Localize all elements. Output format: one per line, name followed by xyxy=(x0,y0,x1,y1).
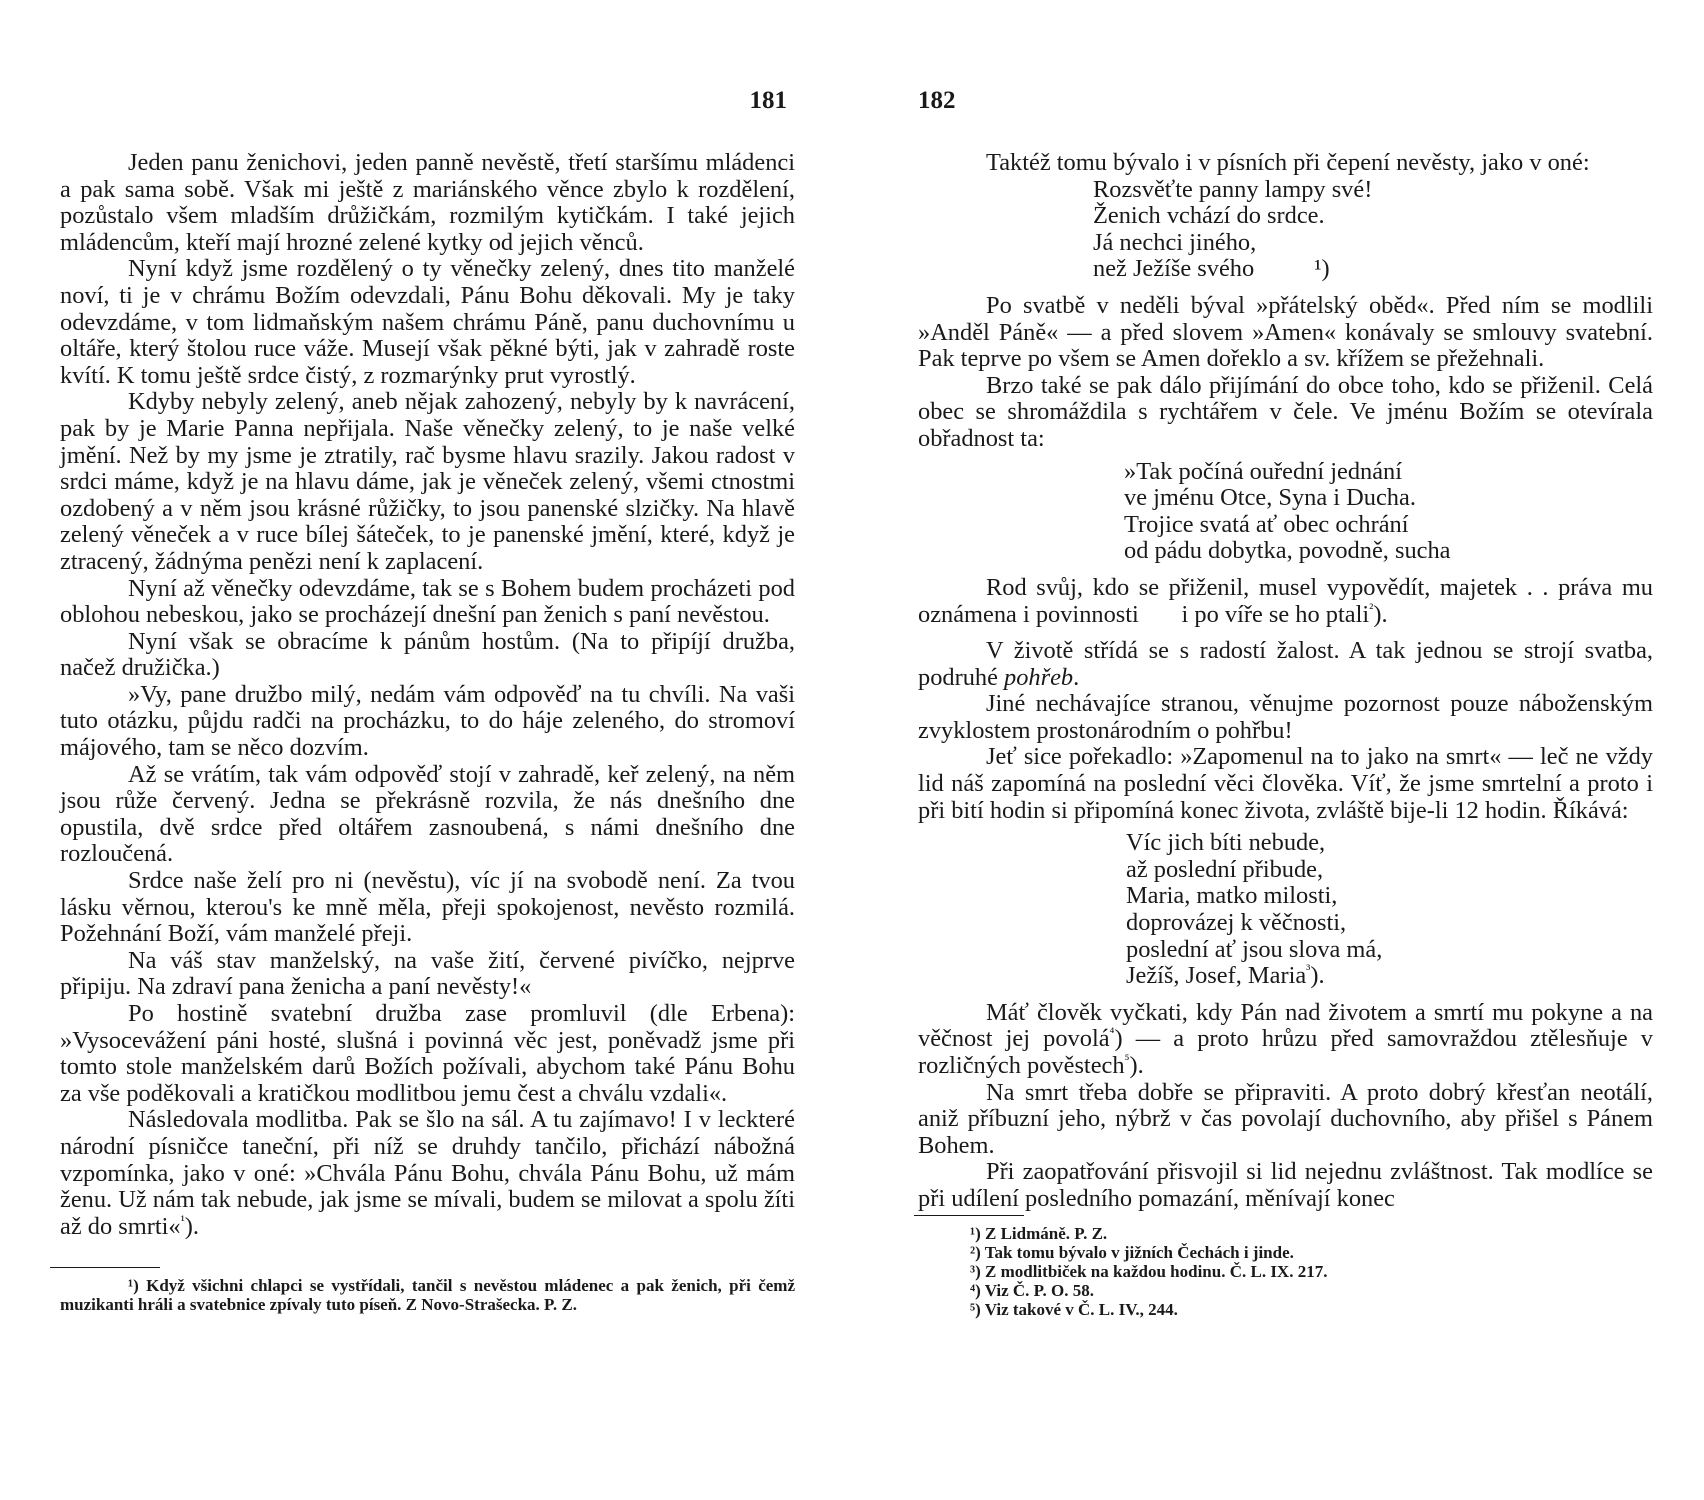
verse-line xyxy=(1093,256,1653,283)
footnote-reference: ² xyxy=(1369,601,1374,617)
footnote-marker: ¹) xyxy=(128,1276,139,1295)
prayer-verse xyxy=(1126,830,1653,990)
paragraph-text-end: ). xyxy=(184,1212,200,1240)
paragraph-text-end: ). xyxy=(1129,1052,1144,1079)
footnote: ³) Z modlitbiček na každou hodinu. Č. L. IX. 217. xyxy=(970,1262,1328,1281)
paragraph: Na smrt třeba dobře se připraviti. A proto dobrý křesťan neotálí, aniž příbuzní jeho, nýbrž v čas povolají duchovního, aby přišel s Pánem Bohem. xyxy=(918,1078,1653,1159)
paragraph xyxy=(918,638,1653,691)
verse-line-text: než Ježíše svého xyxy=(1093,255,1255,283)
paragraph-text: Rod svůj, kdo se přiženil, musel vypovědít, majetek . . práva mu oznámena i povinnosti i po víře se ho ptali xyxy=(918,573,1660,628)
page-number: 182 xyxy=(918,87,956,114)
paragraph: Na váš stav manželský, na vaše žití, červené pivíčko, nejprve připiju. Na zdraví pana ženicha a paní nevěsty!« xyxy=(60,946,795,1001)
paragraph: Až se vrátím, tak vám odpověď stojí v zahradě, keř zelený, na něm jsou růže červený. Jedna se překrásně rozvila, že nás dnešního dne opustila, dvě srdce před oltářem zasnoubená, s námi dnešního dne rozloučená. xyxy=(60,760,795,868)
footnote: ¹) Z Lidmáně. P. Z. xyxy=(970,1224,1108,1243)
paragraph: Nyní když jsme rozdělený o ty věnečky zelený, dnes tito manželé noví, ti je v chrámu Božím odevzdali, Pánu Bohu děkovali. My je taky odevzdáme, v tom lidmaňským našem chrámu Páně, panu duchovnímu u oltáře, který štolou ruce váže. Musejí však pěkné býti, jak v zahradě roste kvítí. K tomu ještě srdce čistý, z rozmarýnky prut vyrostlý. xyxy=(60,255,795,389)
verse-line-end: ). xyxy=(1310,962,1325,990)
paragraph: Nyní však se obracíme k pánům hostům. (Na to připíjí družba, načež družička.) xyxy=(60,627,795,682)
footnote: ⁵) Viz takové v Č. L. IV., 244. xyxy=(970,1300,1178,1319)
paragraph: Jeden panu ženichovi, jeden panně nevěstě, třetí staršímu mládenci a pak sama sobě. Však mi ještě z mariánského věnce zbylo k rozdělení, pozůstalo všem mladším drůžičkám, rozmilým kytičkám. I také jejich mládencům, kteří mají hrozné zelené kytky od jejich věnců. xyxy=(60,149,795,256)
paragraph: Jeť sice pořekadlo: »Zapomenul na to jako na smrt« — leč ne vždy lid náš zapomíná na poslední věci člověka. Víť, že jsme smrtelní a proto i při bití hodin si připomíná konec života, zvláště bije-li 12 hodin. Říkává: xyxy=(918,743,1653,824)
verse-line: Rozsvěťte panny lampy své! xyxy=(1093,175,1373,203)
paragraph: Po svatbě v neděli býval »přátelský oběd«. Před ním se modlili »Anděl Páně« — a před slovem »Amen« konávaly se smlouvy svatební. Pak teprve po všem se Amen dořeklo a sv. křížem se přežehnali. xyxy=(918,291,1653,373)
paragraph xyxy=(60,1107,795,1240)
paragraph: Při zaopatřování přisvojil si lid nejednu zvláštnost. Tak modlíce se při udílení posledního pomazání, měnívají konec xyxy=(918,1158,1653,1212)
verse-line: ve jménu Otce, Syna i Ducha. xyxy=(1124,484,1416,512)
paragraph-text: ) — a proto hrůzu před samovraždou ztělesňuje v rozličných pověstech xyxy=(918,1025,1653,1079)
paragraph: Kdyby nebyly zelený, aneb nějak zahozený, nebyly by k navrácení, pak by je Marie Panna nepřijala. Naše věnečky zelený, to je naše velké jmění. Než by my jsme je ztratily, rač bysme hlavu srazily. Jakou radost v srdci máme, když je na hlavu dáme, jak je věneček zelený, všemi ctnostmi ozdobený a v něm jsou krásné růžičky, to jsou panenské slzičky. Na hlavě zelený věneček a v ruce bílej šáteček, to je panenské jmění, které, když je ztracený, žádnýma penězi není k zaplacení. xyxy=(60,388,795,575)
paragraph: Jiné nechávajíce stranou, věnujme pozornost pouze náboženským zvyklostem prostonárodním o pohřbu! xyxy=(918,690,1653,744)
right-page xyxy=(918,0,1660,1500)
verse-line: »Tak počíná ouřední jednání xyxy=(1124,457,1403,485)
footnote-reference: ⁵ xyxy=(1124,1052,1130,1068)
paragraph: Brzo také se pak dálo přijímání do obce toho, kdo se přiženil. Celá obec se shromáždila s rychtářem v čele. Ve jménu Božím se otevírala obřadnost ta: xyxy=(918,371,1653,452)
song-verse xyxy=(1093,177,1653,283)
footnote: ⁴) Viz Č. P. O. 58. xyxy=(970,1281,1094,1300)
page-body xyxy=(918,149,1660,1213)
paragraph: »Vy, pane družbo milý, nedám vám odpověď na tu chvíli. Na vaši tuto otázku, půjdu radči na procházku, to do háje zeleného, do stromoví májového, tam se něco dozvím. xyxy=(60,680,795,762)
verse-line: od pádu dobytka, povodně, sucha xyxy=(1124,537,1451,565)
footnote-reference: ³ xyxy=(1306,963,1311,979)
verse-line: Maria, matko milosti, xyxy=(1126,882,1338,910)
paragraph: Srdce naše želí pro ni (nevěstu), víc jí na svobodě není. Za tvou lásku věrnou, kterou's ke mně měla, přeji spokojenost, nevěsto rozmilá. Požehnání Boží, vám manželé přeji. xyxy=(60,867,795,948)
footnote-reference: ¹) xyxy=(1314,255,1330,283)
paragraph xyxy=(918,1000,1653,1080)
paragraph-text-end: ). xyxy=(1373,600,1388,628)
verse-line: Ženich vchází do srdce. xyxy=(1093,202,1325,230)
paragraph: Nyní až věnečky odevzdáme, tak se s Bohem budem procházeti pod oblohou nebeskou, jako se procházejí dnešní pan ženich s paní nevěstou. xyxy=(60,574,795,629)
page-body xyxy=(60,150,795,1240)
paragraph: Taktéž tomu bývalo i v písních při čepení nevěsty, jako v oné: xyxy=(986,149,1590,176)
verse-line: doprovázej k věčnosti, xyxy=(1126,909,1347,937)
paragraph-text: V životě střídá se s radostí žalost. A tak jednou se strojí svatba, podruhé xyxy=(918,637,1653,691)
paragraph xyxy=(918,573,1660,628)
footnotes xyxy=(60,1276,795,1314)
footnote-reference: ¹ xyxy=(180,1213,185,1229)
footnotes xyxy=(970,1224,1653,1319)
footnote: ²) Tak tomu bývalo v jižních Čechách i jinde. xyxy=(970,1243,1294,1262)
verse-line: až poslední přibude, xyxy=(1126,855,1324,883)
ritual-verse xyxy=(1124,459,1653,565)
page-number: 181 xyxy=(749,87,787,114)
paragraph-text: Následovala modlitba. Pak se šlo na sál. A tu zajímavo! I v leckteré národní písničce taneční, při níž se druhdy tančilo, přichází nábožná vzpomínka, jako v oné: »Chvála Pánu Bohu, chvála Pánu Bohu, už mám ženu. Už nám tak nebude, jak jsme se mívali, budem se milovat a spolu žíti až do smrti« xyxy=(60,1106,795,1240)
paragraph: Po hostině svatební družba zase promluvil (dle Erbena): »Vysocevážení páni hosté, slušná i povinná věc jest, poněvadž jsme při tomto stole manželském darů Božích požívali, abychom také Pánu Bohu za vše poděkovali a kratičkou modlitbou jemu čest a chválu vzdali«. xyxy=(60,1000,795,1107)
verse-line-text: Ježíš, Josef, Maria xyxy=(1126,962,1307,990)
verse-line: Já nechci jiného, xyxy=(1093,228,1257,256)
footnote-rule xyxy=(914,1215,1024,1216)
footnote-reference: ⁴ xyxy=(1109,1026,1115,1042)
footnote xyxy=(60,1276,795,1314)
footnote-text: Když všichni chlapci se vystřídali, tančil s nevěstou mládenec a pak ženich, při čemž muzikanti hráli a svatebnice zpívaly tuto píseň. Z Novo-Strašecka. P. Z. xyxy=(60,1276,795,1314)
verse-line: Víc jich bíti nebude, xyxy=(1126,829,1326,857)
verse-line xyxy=(1126,963,1653,990)
emphasis: pohřeb xyxy=(1004,663,1074,691)
left-page xyxy=(60,0,795,1500)
paragraph-text-end: . xyxy=(1073,663,1080,691)
verse-line: poslední ať jsou slova má, xyxy=(1126,935,1383,963)
verse-line: Trojice svatá ať obec ochrání xyxy=(1124,510,1409,538)
paragraph-text: Máť člověk vyčkati, kdy Pán nad životem a smrtí mu pokyne a na věčnost jej povolá xyxy=(918,998,1653,1053)
footnote-rule xyxy=(50,1267,160,1268)
